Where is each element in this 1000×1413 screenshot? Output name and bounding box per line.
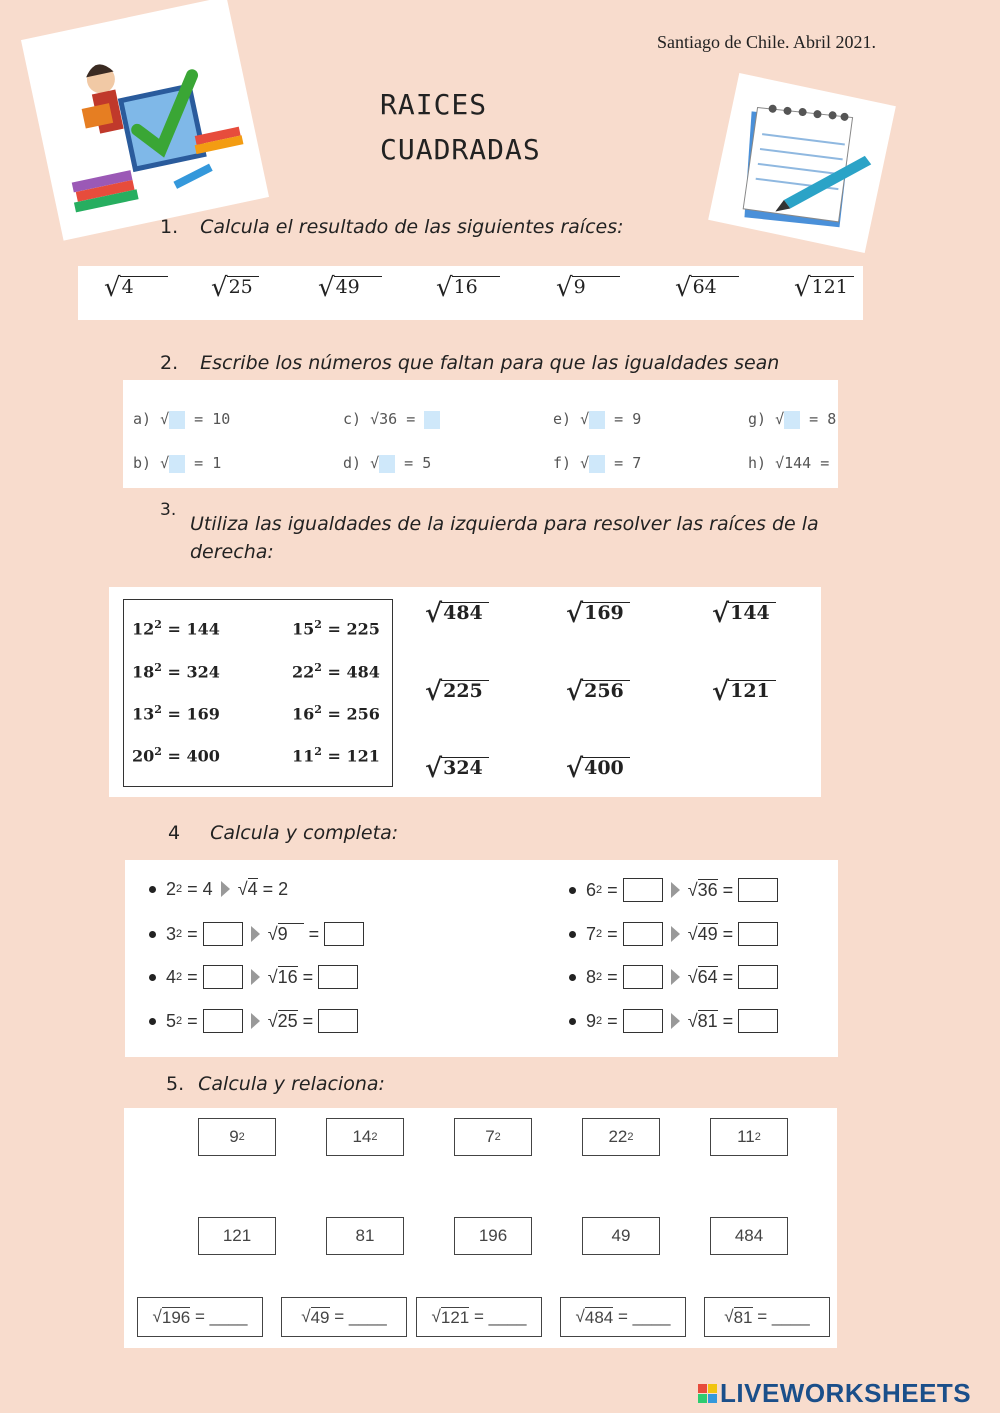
answer-box-8-root[interactable] — [738, 965, 778, 989]
section-5-number: 5. — [166, 1073, 185, 1095]
section-4-heading — [168, 822, 398, 844]
item-2e: e) √ = 9 — [553, 410, 642, 428]
answer-box-4-square[interactable] — [203, 965, 243, 989]
equality-22: $22^2 = 484$ — [292, 661, 380, 682]
answer-box-9-root[interactable] — [738, 1009, 778, 1033]
root-1-64: √ 64 — [675, 275, 739, 301]
value-box-484[interactable]: 484 — [710, 1217, 788, 1255]
equalities-box — [123, 599, 393, 787]
answer-box-4-root[interactable] — [318, 965, 358, 989]
title-line-2: CUADRADAS — [380, 133, 541, 166]
item-2d: d) √ = 5 — [343, 454, 432, 472]
answer-box-root-196[interactable]: √ 196 = ____ — [137, 1297, 263, 1337]
item-2b: b) √ = 1 — [133, 454, 222, 472]
brand-icon — [698, 1384, 717, 1403]
answer-box-root-81[interactable]: √ 81 = ____ — [704, 1297, 830, 1337]
answer-field-2e[interactable] — [589, 411, 605, 429]
root-3-121: √ 121 — [712, 679, 776, 705]
answer-box-6-square[interactable] — [623, 878, 663, 902]
teacher-checkmark-illustration — [21, 0, 269, 241]
equality-11: $11^2 = 121$ — [292, 745, 380, 766]
section-5-panel — [124, 1108, 837, 1348]
section-2-heading — [160, 352, 779, 374]
section-3-panel — [109, 587, 821, 797]
row-4-6: 6 2 = √ 36 = — [569, 878, 778, 902]
section-3-number: 3. — [160, 500, 177, 520]
item-2f: f) √ = 7 — [553, 454, 642, 472]
item-2a: a) √ = 10 — [133, 410, 231, 428]
power-box-7[interactable]: 7 2 — [454, 1118, 532, 1156]
section-2-panel — [123, 380, 838, 488]
root-1-121: √ 121 — [794, 275, 854, 301]
place-date: Santiago de Chile. Abril 2021. — [657, 32, 876, 52]
answer-field-2c[interactable] — [424, 411, 440, 429]
root-3-256: √ 256 — [566, 679, 630, 705]
section-3-instruction: Utiliza las igualdades de la izquierda para resolver las raíces de la derecha: — [190, 513, 819, 563]
value-box-121[interactable]: 121 — [198, 1217, 276, 1255]
title-line-1: RAICES — [380, 88, 488, 121]
section-5-instruction: Calcula y relaciona: — [198, 1073, 385, 1095]
page-title — [380, 82, 541, 172]
root-1-49: √ 49 — [318, 275, 382, 301]
answer-box-7-square[interactable] — [623, 922, 663, 946]
section-1-roots-panel — [78, 266, 863, 320]
root-3-400: √ 400 — [566, 756, 630, 782]
row-4-8: 8 2 = √ 64 = — [569, 965, 778, 989]
root-1-25: √ 25 — [211, 275, 259, 301]
notepad-pencil-illustration — [708, 73, 896, 253]
equality-16: $16^2 = 256$ — [292, 703, 380, 724]
root-1-4: √ 4 — [104, 275, 168, 301]
section-4-instruction: Calcula y completa: — [210, 822, 399, 844]
root-3-484: √ 484 — [425, 601, 489, 627]
equality-20: $20^2 = 400$ — [132, 745, 220, 766]
value-box-196[interactable]: 196 — [454, 1217, 532, 1255]
section-1-number: 1. — [160, 216, 179, 238]
section-2-instruction: Escribe los números que faltan para que las igualdades sean — [200, 352, 780, 374]
root-3-144: √ 144 — [712, 601, 776, 627]
power-box-22[interactable]: 22 2 — [582, 1118, 660, 1156]
power-box-14[interactable]: 14 2 — [326, 1118, 404, 1156]
answer-field-2b[interactable] — [169, 455, 185, 473]
row-4-example: 2 2 = 4 √ 4 = 2 — [149, 878, 288, 900]
section-4-panel — [125, 860, 838, 1057]
section-5-heading — [166, 1073, 385, 1095]
equality-13: $13^2 = 169$ — [132, 703, 220, 724]
answer-field-2d[interactable] — [379, 455, 395, 473]
equality-18: $18^2 = 324$ — [132, 661, 220, 682]
root-3-169: √ 169 — [566, 601, 630, 627]
answer-box-3-root[interactable] — [324, 922, 364, 946]
root-1-16: √ 16 — [436, 275, 500, 301]
answer-box-root-49[interactable]: √ 49 = ____ — [281, 1297, 407, 1337]
brand-name: LIVEWORKSHEETS — [720, 1378, 972, 1408]
answer-field-2f[interactable] — [589, 455, 605, 473]
liveworksheets-logo — [698, 1378, 971, 1409]
row-4-5: 5 2 = √ 25 = — [149, 1009, 358, 1033]
root-1-9: √ 9 — [556, 275, 620, 301]
row-4-7: 7 2 = √ 49 = — [569, 922, 778, 946]
answer-box-5-root[interactable] — [318, 1009, 358, 1033]
equality-12: $12^2 = 144$ — [132, 618, 220, 639]
value-box-81[interactable]: 81 — [326, 1217, 404, 1255]
item-2c: c) √36 = — [343, 410, 440, 429]
row-4-9: 9 2 = √ 81 = — [569, 1009, 778, 1033]
root-3-324: √ 324 — [425, 756, 489, 782]
row-4-4: 4 2 = √ 16 = — [149, 965, 358, 989]
item-2h: h) √144 = — [748, 454, 830, 472]
answer-box-root-121[interactable]: √ 121 = ____ — [416, 1297, 542, 1337]
answer-box-9-square[interactable] — [623, 1009, 663, 1033]
equality-15: $15^2 = 225$ — [292, 618, 380, 639]
answer-field-2a[interactable] — [169, 411, 185, 429]
section-1-instruction: Calcula el resultado de las siguientes raíces: — [200, 216, 624, 238]
item-2g: g) √ = 8 — [748, 410, 837, 428]
section-1-heading — [160, 216, 624, 238]
power-box-9[interactable]: 9 2 — [198, 1118, 276, 1156]
root-3-225: √ 225 — [425, 679, 489, 705]
answer-box-8-square[interactable] — [623, 965, 663, 989]
section-2-number: 2. — [160, 352, 179, 374]
answer-box-root-484[interactable]: √ 484 = ____ — [560, 1297, 686, 1337]
answer-field-2g[interactable] — [784, 411, 800, 429]
answer-box-7-root[interactable] — [738, 922, 778, 946]
answer-box-3-square[interactable] — [203, 922, 243, 946]
answer-box-6-root[interactable] — [738, 878, 778, 902]
row-4-3: 3 2 = √ 9 = — [149, 922, 364, 946]
answer-box-5-square[interactable] — [203, 1009, 243, 1033]
value-box-49[interactable]: 49 — [582, 1217, 660, 1255]
section-4-number: 4 — [168, 822, 181, 844]
power-box-11[interactable]: 11 2 — [710, 1118, 788, 1156]
